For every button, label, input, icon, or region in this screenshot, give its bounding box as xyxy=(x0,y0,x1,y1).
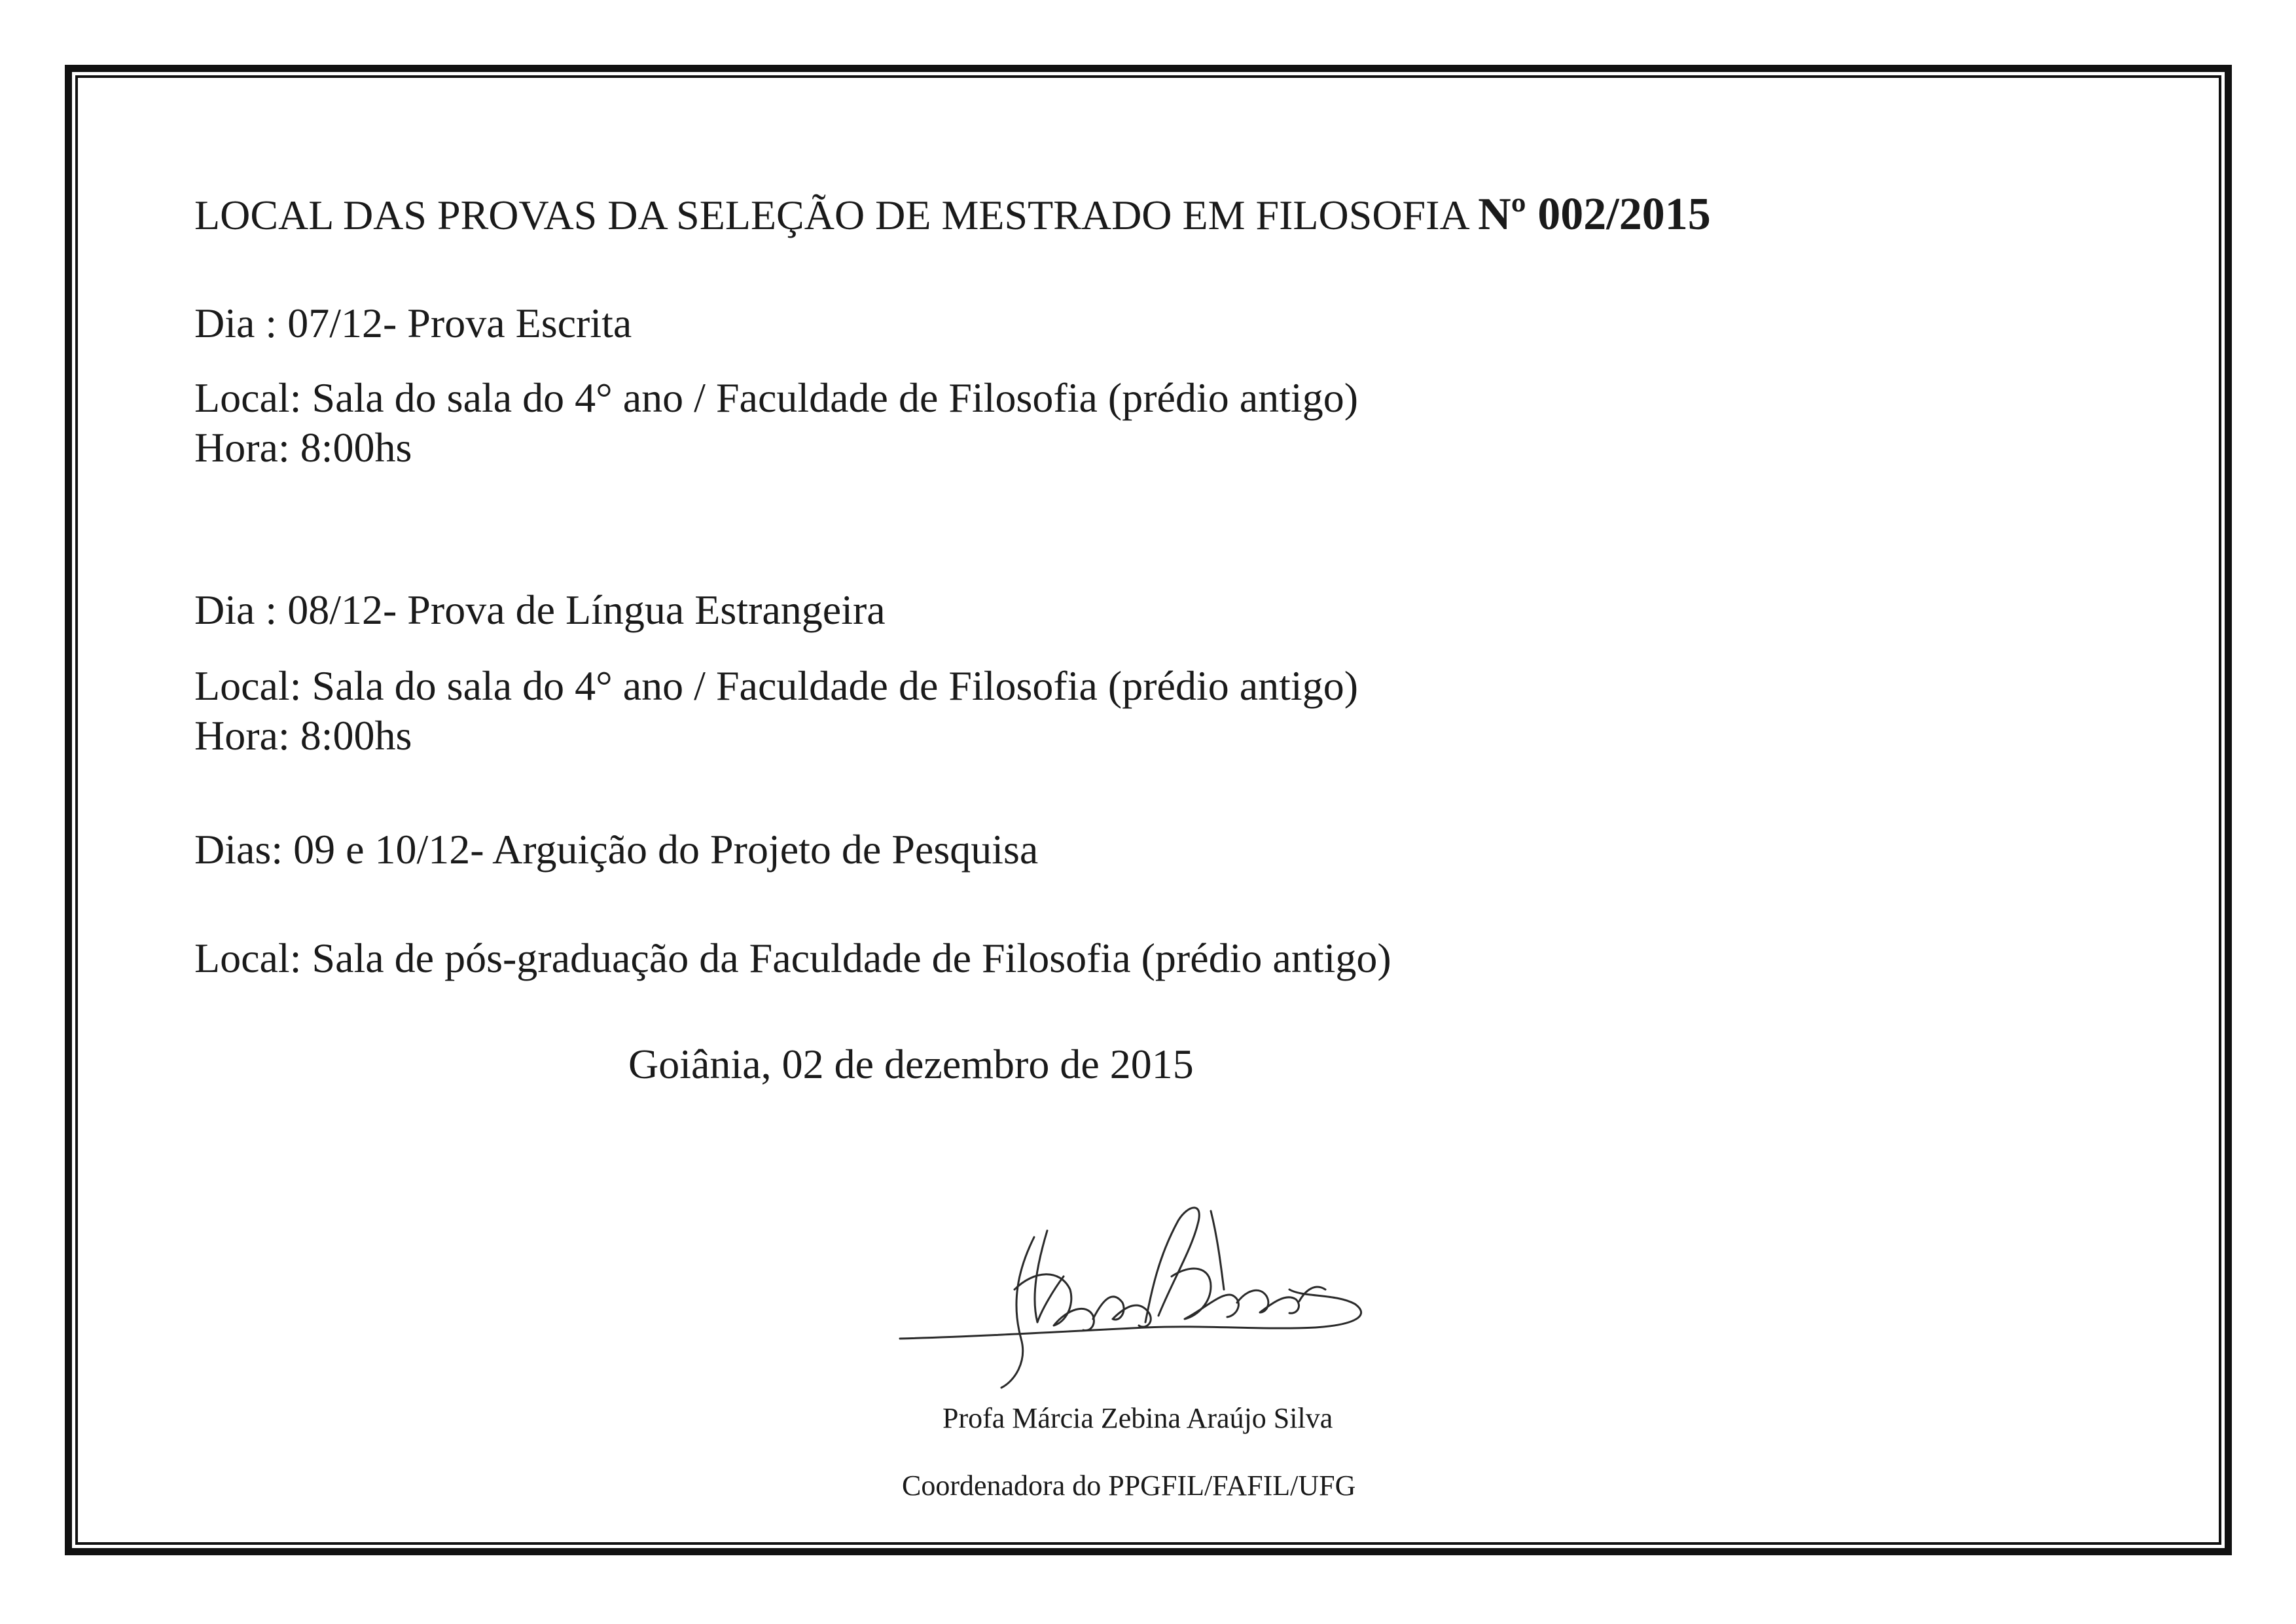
title-text: LOCAL DAS PROVAS DA SELEÇÃO DE MESTRADO EM FILOSOFIA xyxy=(194,192,1468,238)
document-number: Nº 002/2015 xyxy=(1478,189,1711,240)
place-and-date: Goiânia, 02 de dezembro de 2015 xyxy=(628,1041,1194,1087)
exam-location-1: Local: Sala do sala do 4° ano / Faculdade de Filosofia (prédio antigo) xyxy=(194,374,1358,421)
exam-location-2: Local: Sala do sala do 4° ano / Faculdade de Filosofia (prédio antigo) xyxy=(194,662,1358,709)
signatory-name: Profa Márcia Zebina Araújo Silva xyxy=(942,1402,1333,1434)
exam-day-2: Dia : 08/12- Prova de Língua Estrangeira xyxy=(194,586,886,633)
exam-time-1: Hora: 8:00hs xyxy=(194,424,412,471)
document-title xyxy=(194,191,1711,239)
signatory-role: Coordenadora do PPGFIL/FAFIL/UFG xyxy=(902,1470,1356,1502)
exam-day-3: Dias: 09 e 10/12- Arguição do Projeto de Pesquisa xyxy=(194,826,1039,873)
exam-time-2: Hora: 8:00hs xyxy=(194,712,412,759)
exam-location-3: Local: Sala de pós-graduação da Faculdade de Filosofia (prédio antigo) xyxy=(194,935,1391,981)
handwritten-signature xyxy=(897,1191,1374,1394)
exam-day-1: Dia : 07/12- Prova Escrita xyxy=(194,300,632,346)
